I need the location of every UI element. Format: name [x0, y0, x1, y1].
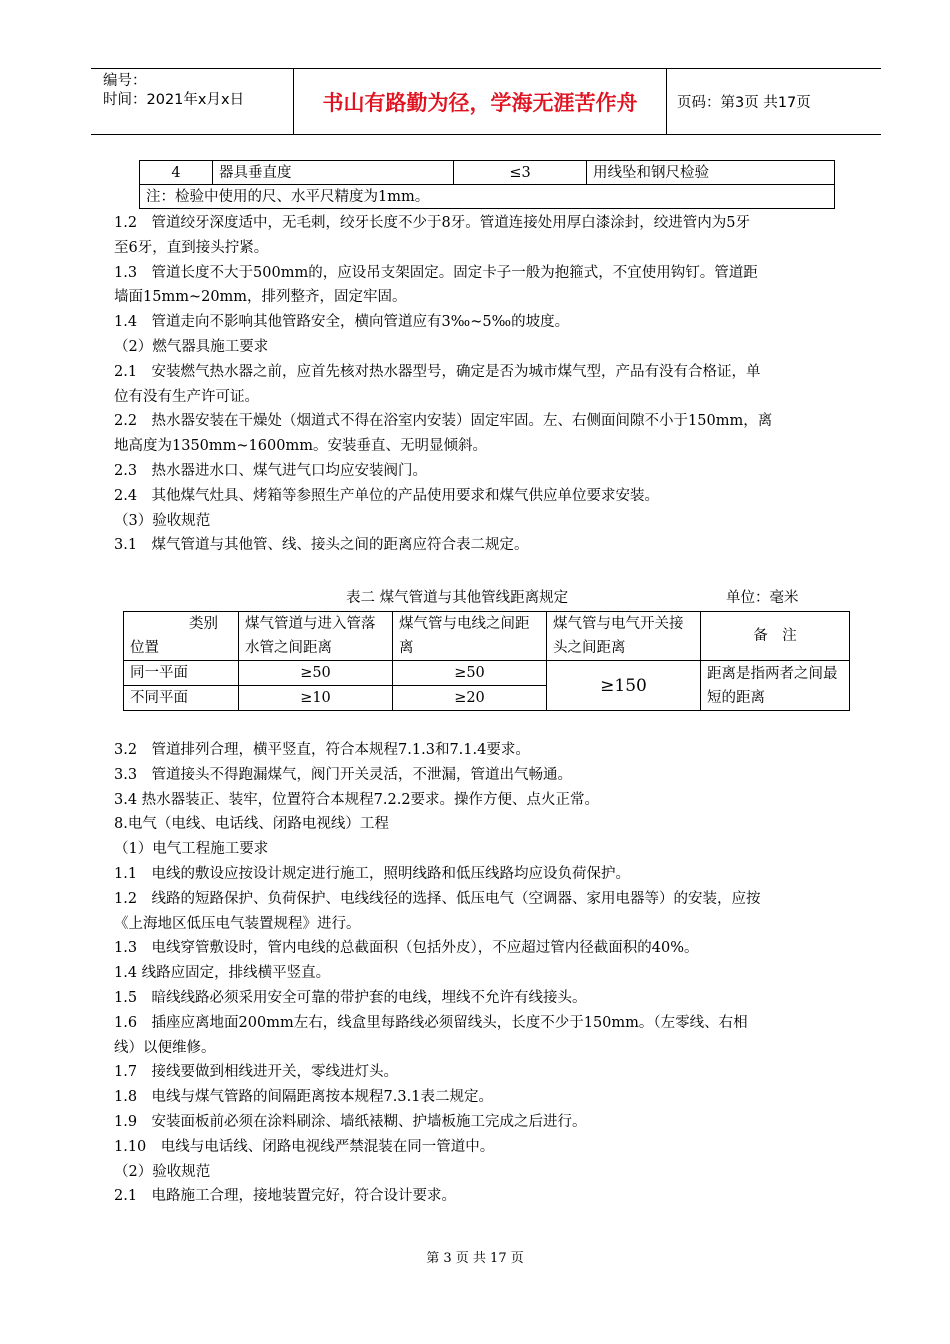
table-header-row — [124, 612, 850, 661]
header-motto: 书山有路勤为径，学海无涯苦作舟 — [294, 69, 667, 134]
table-cell: ≥10 — [239, 686, 393, 711]
paragraph-line: 墙面15mm~20mm，排列整齐，固定牢固。 — [114, 289, 407, 306]
corner-bottom-label: 位置 — [130, 640, 159, 656]
table-corner-header — [124, 612, 239, 661]
section-heading: （1）电气工程施工要求 — [114, 841, 269, 858]
paragraph-line: 线）以便维修。 — [114, 1039, 216, 1056]
paragraph-line: 2.1 安装燃气热水器之前，应首先核对热水器型号，确定是否为城市煤气型，产品有没有合格证，单 — [114, 363, 761, 380]
number-label: 编号： — [103, 73, 147, 89]
table-header-cell: 备 注 — [701, 612, 850, 661]
paragraph-line: 1.4 线路应固定，排线横平竖直。 — [114, 965, 331, 982]
table-header-cell: 煤气管与电气开关接头之间距离 — [547, 612, 701, 661]
table-note-cell: 距离是指两者之间最短的距离 — [701, 661, 850, 711]
paragraph-line: 地高度为1350mm~1600mm。安装垂直、无明显倾斜。 — [114, 438, 487, 455]
section-heading: （3）验收规范 — [114, 512, 211, 529]
paragraph-line: 1.3 管道长度不大于500mm的，应设吊支架固定。固定卡子一般为抱箍式，不宜使用钩钉。管道距 — [114, 264, 758, 281]
inspection-table — [139, 160, 835, 209]
paragraph-line: 2.3 热水器进水口、煤气进气口均应安装阀门。 — [114, 462, 428, 479]
table-cell: ≥50 — [393, 661, 547, 686]
table2-caption: 表二 煤气管道与其他管线距离规定 — [346, 590, 569, 606]
table-cell-merged: ≥150 — [547, 661, 701, 711]
table-cell: 用线坠和钢尺检验 — [587, 161, 835, 185]
paragraph-line: 1.8 电线与煤气管路的间隔距离按本规程7.3.1表二规定。 — [114, 1089, 493, 1106]
header-page-label: 页码：第3页 共17页 — [677, 95, 811, 111]
paragraph-line: 2.2 热水器安装在干燥处（烟道式不得在浴室内安装）固定牢固。左、右侧面间隙不小于150mm，离 — [114, 413, 773, 430]
table-cell: 不同平面 — [124, 686, 239, 711]
paragraph-line: 1.7 接线要做到相线进开关，零线进灯头。 — [114, 1064, 399, 1081]
paragraph-line: 1.2 管道绞牙深度适中，无毛刺，绞牙长度不少于8牙。管道连接处用厚白漆涂封，绞进管内为5牙 — [114, 215, 751, 231]
time-label: 时间：2021年x月x日 — [103, 92, 245, 108]
table-cell: 4 — [140, 161, 213, 185]
distance-table — [123, 611, 850, 711]
paragraph-line: 1.9 安装面板前必须在涂料刷涂、墙纸裱糊、护墙板施工完成之后进行。 — [114, 1113, 587, 1130]
table-cell: ≤3 — [454, 161, 587, 185]
table-header-cell: 煤气管与电线之间距离 — [393, 612, 547, 661]
paragraph-line: 1.3 电线穿管敷设时，管内电线的总截面积（包括外皮），不应超过管内径截面积的40%。 — [114, 940, 699, 957]
paragraph-line: 至6牙，直到接头拧紧。 — [114, 239, 269, 256]
paragraph-line: 3.2 管道排列合理，横平竖直，符合本规程7.1.3和7.1.4要求。 — [114, 742, 530, 758]
page-header — [91, 68, 881, 135]
table-cell: ≥50 — [239, 661, 393, 686]
paragraph-line: 《上海地区低压电气装置规程》进行。 — [114, 915, 361, 932]
paragraph-line: 1.6 插座应离地面200mm左右，线盒里每路线必须留线头，长度不少于150mm。（左零线、右相 — [114, 1014, 748, 1031]
table-row — [140, 185, 835, 209]
section-heading: （2）燃气器具施工要求 — [114, 338, 269, 355]
paragraph-line: 2.1 电路施工合理，接地装置完好，符合设计要求。 — [114, 1188, 457, 1205]
table-cell: ≥20 — [393, 686, 547, 711]
table-cell: 同一平面 — [124, 661, 239, 686]
header-meta — [91, 69, 294, 134]
table-row — [140, 161, 835, 185]
paragraph-line: 位有没有生产许可证。 — [114, 388, 259, 405]
paragraph-line: 1.1 电线的敷设应按设计规定进行施工，照明线路和低压线路均应设负荷保护。 — [114, 865, 631, 882]
table-header-cell: 煤气管道与进入管落水管之间距离 — [239, 612, 393, 661]
paragraph-line: 2.4 其他煤气灶具、烤箱等参照生产单位的产品使用要求和煤气供应单位要求安装。 — [114, 487, 660, 504]
paragraph-line: 1.4 管道走向不影响其他管路安全，横向管道应有3‰~5‰的坡度。 — [114, 314, 570, 331]
paragraph-line: 1.10 电线与电话线、闭路电视线严禁混装在同一管道中。 — [114, 1138, 495, 1155]
table-note: 注：检验中使用的尺、水平尺精度为1mm。 — [140, 185, 835, 209]
corner-top-label: 类别 — [189, 616, 218, 632]
table-cell: 器具垂直度 — [213, 161, 454, 185]
table-row — [124, 661, 850, 686]
page-footer: 第 3 页 共 17 页 — [426, 1251, 524, 1266]
paragraph-line: 1.2 线路的短路保护、负荷保护、电线线径的选择、低压电气（空调器、家用电器等）的安装，应按 — [114, 890, 761, 907]
table2-unit: 单位：毫米 — [726, 590, 799, 606]
paragraph-line: 3.4 热水器装正、装牢，位置符合本规程7.2.2要求。操作方便、点火正常。 — [114, 791, 600, 808]
section-heading: 8.电气（电线、电话线、闭路电视线）工程 — [114, 816, 389, 833]
paragraph-line: 3.1 煤气管道与其他管、线、接头之间的距离应符合表二规定。 — [114, 537, 529, 554]
paragraph-line: 3.3 管道接头不得跑漏煤气，阀门开关灵活，不泄漏，管道出气畅通。 — [114, 766, 573, 783]
section-heading: （2）验收规范 — [114, 1163, 211, 1180]
text-block-2 — [114, 738, 864, 1209]
paragraph-line: 1.5 暗线线路必须采用安全可靠的带护套的电线，埋线不允许有线接头。 — [114, 989, 587, 1006]
text-block-1 — [114, 211, 864, 558]
